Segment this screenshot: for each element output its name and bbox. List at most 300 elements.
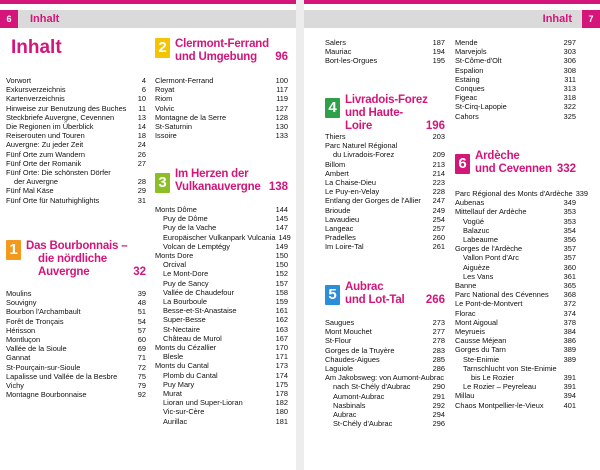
toc-entry-title: Vichy — [6, 381, 24, 391]
toc-entry — [455, 93, 576, 102]
toc-entry-page: 18 — [137, 131, 146, 141]
toc-entry — [455, 355, 576, 364]
chapter-5-title-line2: und Lot-Tal — [345, 294, 405, 306]
right-page-number: 7 — [582, 10, 600, 28]
toc-entry-page: 357 — [563, 244, 576, 254]
toc-entry — [155, 104, 288, 113]
toc-entry — [455, 345, 576, 354]
toc-entry — [455, 198, 576, 207]
toc-entry-title: Chaos Montpellier-le-Vieux — [455, 400, 544, 410]
toc-entry-page: 92 — [137, 390, 146, 400]
toc-entry-title: Issoire — [155, 131, 177, 141]
toc-entry-page: 11 — [138, 103, 146, 113]
toc-entry-page: 378 — [563, 317, 576, 327]
toc-entry-title: Parc National des Cévennes — [455, 290, 549, 300]
toc-entry-page: 356 — [563, 235, 576, 245]
toc-entry — [455, 102, 576, 111]
chapter-4-title-line1: Livradois-Forez — [345, 94, 428, 106]
toc-entry-page: 13 — [137, 112, 146, 122]
toc-entry-page: 100 — [275, 76, 288, 85]
toc-entry — [325, 336, 445, 345]
toc-entry-title: Le Puy-en-Velay — [325, 187, 380, 197]
toc-entry — [325, 419, 445, 428]
toc-entry-title: Tarnschlucht von Ste-Enimie — [463, 363, 557, 373]
left-page-number: 6 — [0, 10, 18, 28]
toc-entry-title: Gorges de la Truyère — [325, 345, 395, 355]
toc-entry-title: St-Pourçain-sur-Sioule — [6, 362, 81, 372]
toc-entry — [455, 382, 576, 391]
toc-entry-page: 257 — [432, 224, 445, 234]
toc-entry-page: 75 — [137, 371, 146, 381]
toc-entry — [155, 306, 288, 315]
chapter-2-entries — [155, 76, 288, 140]
toc-entry-page: 6 — [141, 85, 146, 95]
toc-entry-title: du Livradois-Forez — [333, 150, 395, 160]
toc-entry — [325, 56, 445, 65]
toc-entry — [6, 317, 146, 326]
toc-entry — [325, 150, 445, 159]
toc-entry-page: 71 — [137, 353, 146, 363]
toc-entry-title: Vallée de la Sioule — [6, 344, 67, 354]
toc-entry — [6, 159, 146, 168]
toc-entry-page: 130 — [275, 122, 288, 132]
toc-entry — [455, 47, 576, 56]
toc-entry — [455, 318, 576, 327]
toc-entry-title: Conques — [455, 84, 485, 94]
toc-entry-title: Aubrac — [333, 410, 357, 420]
toc-entry-title: Vic-sur-Cère — [163, 407, 205, 417]
toc-entry-title: Blesle — [163, 352, 184, 362]
toc-entry-title: Kartenverzeichnis — [6, 94, 65, 104]
toc-entry-page: 10 — [137, 94, 146, 104]
toc-entry-page: 361 — [563, 271, 576, 281]
toc-entry-page: 173 — [275, 361, 288, 371]
toc-entry — [325, 187, 445, 196]
toc-entry — [325, 364, 445, 373]
toc-entry-page: 14 — [137, 122, 146, 132]
toc-entry — [6, 307, 146, 316]
toc-entry — [6, 122, 146, 131]
toc-entry-title: Clermont-Ferrand — [155, 76, 214, 85]
toc-entry-title: Aubenas — [455, 198, 485, 208]
toc-entry-page: 273 — [432, 318, 445, 327]
chapter-6-title-line2: und Cevennen — [475, 163, 552, 175]
toc-entry-page: 291 — [432, 391, 445, 401]
toc-entry-page: 144 — [275, 205, 288, 214]
chapter-2-heading — [155, 38, 288, 64]
toc-entry-title: Aiguèze — [463, 262, 490, 272]
toc-entry-title: Gorges du Tarn — [455, 345, 506, 355]
toc-entry — [325, 178, 445, 187]
toc-entry-page: 24 — [137, 140, 146, 150]
toc-entry-title: Ste-Enimie — [463, 354, 500, 364]
toc-entry-title: Les Vans — [463, 271, 494, 281]
chapter-2-badge: 2 — [155, 38, 170, 58]
toc-entry-title: Montagne Bourbonnaise — [6, 390, 87, 400]
toc-entry-title: Mittellauf der Ardèche — [455, 207, 527, 217]
toc-entry-title: Mont Mouchet — [325, 327, 372, 337]
toc-entry-title: Fünf Orte für Naturhighlights — [6, 195, 100, 205]
toc-entry — [155, 343, 288, 352]
toc-entry-page: 159 — [275, 297, 288, 307]
toc-entry-title: Mauriac — [325, 47, 352, 57]
toc-entry — [6, 381, 146, 390]
toc-entry-title: Fünf Mal Käse — [6, 186, 54, 196]
toc-entry — [155, 269, 288, 278]
toc-entry-title: Montluçon — [6, 335, 41, 345]
toc-entry-title: Meyrueis — [455, 327, 485, 337]
toc-entry-page: 31 — [137, 195, 146, 205]
toc-entry-page: 372 — [563, 299, 576, 309]
toc-entry — [6, 335, 146, 344]
toc-entry-title: Parc Régional des Monts d'Ardèche — [455, 189, 573, 198]
toc-entry-page: 152 — [275, 269, 288, 279]
chapter-1-title-line1: Das Bourbonnais – — [26, 240, 128, 252]
toc-entry — [325, 318, 445, 327]
toc-entry-title: Auvergne: Zu jeder Zeit — [6, 140, 84, 150]
toc-entry-page: 170 — [275, 343, 288, 353]
toc-entry-title: Lapalisse und Vallée de la Besbre — [6, 371, 118, 381]
toc-entry-title: Fünf Orte zum Wandern — [6, 149, 85, 159]
toc-entry — [455, 263, 576, 272]
toc-entry-title: Gorges de l'Ardèche — [455, 244, 523, 254]
toc-entry-page: 365 — [563, 281, 576, 291]
toc-entry-title: St-Chély d'Aubrac — [333, 419, 393, 429]
chapter-4-heading — [325, 94, 445, 133]
toc-entry — [455, 84, 576, 93]
toc-entry-title: Billom — [325, 159, 346, 169]
toc-entry — [6, 298, 146, 307]
toc-entry-title: Entlang der Gorges de l'Allier — [325, 196, 421, 206]
toc-entry-page: 4 — [141, 76, 146, 85]
toc-entry-title: St-Nectaire — [163, 324, 200, 334]
toc-entry-page: 391 — [563, 373, 576, 383]
toc-entry-page: 150 — [275, 251, 288, 261]
toc-entry — [325, 206, 445, 215]
toc-entry-page: 51 — [137, 307, 146, 317]
toc-entry — [6, 363, 146, 372]
toc-entry — [325, 169, 445, 178]
toc-entry — [455, 235, 576, 244]
toc-entry-page: 303 — [563, 47, 576, 57]
toc-entry — [325, 346, 445, 355]
toc-entry-page: 214 — [432, 168, 445, 178]
toc-entry-page: 391 — [563, 382, 576, 392]
toc-entry-title: Salers — [325, 38, 346, 47]
toc-entry — [155, 371, 288, 380]
toc-entry — [6, 150, 146, 159]
toc-entry-title: Exkursverzeichnis — [6, 85, 66, 95]
toc-entry-title: Super-Besse — [163, 315, 206, 325]
chapter-6-badge: 6 — [455, 154, 470, 174]
toc-entry-title: Puy de Sancy — [163, 278, 209, 288]
toc-entry-title: Estaing — [455, 74, 480, 84]
toc-entry — [455, 309, 576, 318]
toc-entry-title: Hinweise zur Benutzung des Buches — [6, 103, 127, 113]
toc-entry-title: Le Rozier – Peyreleau — [463, 382, 537, 392]
toc-entry-page: 353 — [563, 207, 576, 217]
toc-entry-page: 308 — [563, 65, 576, 75]
toc-entry-title: Vallée de Chaudefour — [163, 287, 234, 297]
toc-entry-title: Gannat — [6, 353, 31, 363]
toc-entry-page: 360 — [563, 262, 576, 272]
toc-entry-page: 175 — [275, 379, 288, 389]
toc-entry-title: Mende — [455, 38, 478, 47]
toc-entry-title: Volvic — [155, 103, 175, 113]
toc-entry — [325, 242, 445, 251]
toc-entry-page: 283 — [432, 345, 445, 355]
toc-entry — [155, 242, 288, 251]
chapter-1-heading — [6, 240, 146, 279]
toc-entry-page: 57 — [137, 325, 146, 335]
chapter-2-title-line2: und Umgebung — [175, 51, 257, 63]
toc-entry — [155, 214, 288, 223]
toc-entry-page: 394 — [563, 391, 576, 401]
toc-entry — [455, 281, 576, 290]
chapter-5-entries-continued — [455, 38, 576, 121]
toc-entry-title: Europäischer Vulkanpark Vulcania — [163, 232, 276, 242]
toc-entry — [155, 232, 291, 242]
chapter-5-page: 266 — [425, 294, 445, 306]
toc-entry-title: Balazuc — [463, 225, 490, 235]
toc-entry-page: 127 — [275, 103, 288, 113]
chapter-3-title-line1: Im Herzen der — [175, 168, 249, 180]
toc-entry-title: Labeaume — [463, 235, 498, 245]
chapter-1-title-line3: Auvergne — [38, 266, 90, 278]
toc-entry-title: Saugues — [325, 318, 355, 327]
toc-entry-title: Royat — [155, 85, 175, 95]
toc-entry-page: 171 — [275, 352, 288, 362]
toc-entry — [155, 297, 288, 306]
toc-entry-title: der Auvergne — [14, 177, 58, 187]
toc-entry-title: Lioran und Super-Lioran — [163, 398, 243, 408]
toc-entry-title: Am Jakobsweg: von Aumont-Aubrac — [325, 373, 445, 383]
toc-entry — [455, 401, 576, 410]
toc-entry-page: 389 — [563, 345, 576, 355]
toc-entry-title: Lavaudieu — [325, 214, 360, 224]
toc-entry — [455, 38, 576, 47]
toc-entry — [155, 288, 288, 297]
toc-entry-title: Mont Aigoual — [455, 317, 498, 327]
toc-entry-title: Forêt de Tronçais — [6, 316, 64, 326]
toc-entry-page: 213 — [432, 159, 445, 169]
toc-entry — [6, 113, 146, 122]
toc-entry-title: Murat — [163, 389, 182, 399]
book-spine — [296, 0, 304, 470]
toc-entry-page: 60 — [137, 335, 146, 345]
chapter-3-entries — [155, 205, 291, 426]
toc-entry-page: 313 — [563, 84, 576, 94]
toc-entry-title: Puy Mary — [163, 379, 195, 389]
toc-entry — [155, 94, 288, 103]
chapter-4-page: 196 — [425, 120, 445, 132]
toc-entry — [325, 224, 445, 233]
toc-entry-page: 72 — [137, 362, 146, 372]
toc-entry — [155, 260, 288, 269]
toc-entry — [155, 113, 288, 122]
chapter-3-badge: 3 — [155, 173, 170, 193]
toc-entry-page: 28 — [137, 177, 146, 187]
chapter-6-entries — [455, 189, 589, 410]
toc-entry-page: 79 — [137, 381, 146, 391]
toc-entry — [6, 390, 146, 399]
toc-entry-page: 174 — [275, 370, 288, 380]
toc-entry-page: 54 — [137, 316, 146, 326]
toc-entry-title: La Bourboule — [163, 297, 207, 307]
toc-entry-page: 180 — [275, 407, 288, 417]
toc-entry-page: 354 — [563, 225, 576, 235]
toc-entry — [6, 177, 146, 186]
toc-entry-title: Le Mont-Dore — [163, 269, 209, 279]
toc-entry-title: Steckbriefe Auvergne, Cevennen — [6, 112, 115, 122]
toc-entry — [325, 410, 445, 419]
toc-entry — [455, 364, 576, 373]
toc-entry — [155, 223, 288, 232]
toc-entry — [325, 132, 445, 141]
toc-entry-page: 119 — [276, 94, 288, 104]
toc-entry — [455, 217, 576, 226]
toc-entry — [325, 160, 445, 169]
toc-entry — [455, 75, 576, 84]
toc-entry-title: Besse-et-St-Anastaise — [163, 306, 237, 316]
chapter-3-heading — [155, 168, 288, 194]
chapter-5-badge: 5 — [325, 285, 340, 305]
toc-entry-page: 228 — [432, 187, 445, 197]
toc-entry — [325, 233, 445, 242]
left-header-title: Inhalt — [30, 13, 60, 25]
toc-entry-page: 209 — [432, 150, 445, 160]
chapter-6-title-line1: Ardèche — [475, 150, 520, 162]
toc-entry — [6, 104, 146, 113]
toc-entry-page: 386 — [563, 336, 576, 346]
toc-entry-title: Bort-les-Orgues — [325, 56, 378, 66]
toc-entry-page: 318 — [563, 93, 576, 103]
toc-entry — [6, 326, 146, 335]
toc-entry — [155, 352, 288, 361]
toc-entry-title: Vogüé — [463, 216, 484, 226]
toc-entry-title: La Chaise-Dieu — [325, 178, 376, 188]
toc-entry-page: 223 — [432, 178, 445, 188]
toc-entry-title: Monts du Cantal — [155, 361, 209, 371]
toc-entry-title: Vorwort — [6, 76, 32, 85]
toc-entry — [455, 299, 576, 308]
toc-entry-page: 27 — [137, 158, 146, 168]
toc-entry-title: Hérisson — [6, 325, 36, 335]
toc-entry — [325, 392, 445, 401]
toc-entry-page: 322 — [563, 102, 576, 112]
toc-entry-title: Banne — [455, 281, 477, 291]
chapter-3-page: 138 — [268, 181, 288, 193]
toc-entry — [455, 56, 576, 65]
toc-entry — [455, 373, 576, 382]
toc-entry — [155, 85, 288, 94]
toc-entry-page: 163 — [275, 324, 288, 334]
chapter-1-badge: 1 — [6, 240, 21, 260]
toc-entry-title: Puy de Dôme — [163, 214, 208, 224]
toc-entry-title: Ambert — [325, 168, 349, 178]
toc-entry-title: Im Loire-Tal — [325, 242, 364, 252]
toc-entry-page: 286 — [432, 364, 445, 374]
toc-entry-title: Riom — [155, 94, 173, 104]
toc-entry-title: Aumont-Aubrac — [333, 391, 385, 401]
toc-entry-title: Chaudes-Aigues — [325, 354, 380, 364]
toc-entry-page: 161 — [275, 306, 288, 316]
toc-entry — [325, 355, 445, 364]
toc-entry — [455, 66, 576, 75]
toc-entry — [6, 353, 146, 362]
toc-entry-title: Causse Méjean — [455, 336, 507, 346]
toc-entry-page: 384 — [563, 327, 576, 337]
toc-entry-page: 203 — [432, 132, 445, 141]
toc-entry-page: 285 — [432, 354, 445, 364]
toc-entry-page: 325 — [563, 111, 576, 121]
toc-entry-title: Fünf Orte der Romanik — [6, 158, 82, 168]
toc-entry — [6, 140, 146, 149]
toc-entry-page: 149 — [275, 241, 288, 251]
toc-entry — [155, 131, 288, 140]
toc-entry — [155, 315, 288, 324]
toc-entry-page: 182 — [275, 398, 288, 408]
toc-entry-page: 339 — [575, 189, 589, 198]
chapter-3-entries-continued — [325, 38, 445, 66]
toc-entry — [455, 290, 576, 299]
toc-entry-page: 195 — [432, 56, 445, 66]
toc-entry-page: 29 — [137, 186, 146, 196]
toc-entry — [6, 344, 146, 353]
toc-entry — [155, 380, 288, 389]
toc-entry-page: 178 — [275, 389, 288, 399]
toc-entry — [155, 122, 288, 131]
toc-entry-page: 247 — [432, 196, 445, 206]
toc-entry — [455, 244, 576, 253]
toc-entry-title: Marvejols — [455, 47, 487, 57]
toc-entry — [325, 47, 445, 56]
toc-entry-page: 39 — [137, 289, 146, 298]
toc-entry — [455, 207, 576, 216]
toc-entry-page: 133 — [275, 131, 288, 141]
toc-entry-page: 296 — [432, 419, 445, 429]
toc-entry — [6, 186, 146, 195]
toc-entry-page: 187 — [432, 38, 445, 47]
toc-entry — [155, 205, 288, 214]
toc-entry — [6, 85, 146, 94]
toc-entry-page: 311 — [564, 74, 576, 84]
toc-entry-title: Langeac — [325, 224, 354, 234]
chapter-1-page: 32 — [133, 266, 146, 278]
toc-entry — [325, 196, 445, 205]
toc-entry-page: 26 — [137, 149, 146, 159]
toc-entry — [325, 382, 445, 391]
toc-entry-page: 260 — [432, 233, 445, 243]
toc-entry-page: 181 — [275, 416, 288, 426]
toc-entry-title: St-Flour — [325, 336, 352, 346]
toc-entry-title: Laguiole — [325, 364, 353, 374]
toc-entry-title: Puy de la Vache — [163, 223, 217, 233]
toc-entry — [6, 372, 146, 381]
toc-entry-page: 277 — [432, 327, 445, 337]
toc-entry-page: 149 — [278, 232, 291, 242]
toc-entry-page: 150 — [275, 260, 288, 270]
toc-entry-page: 278 — [432, 336, 445, 346]
toc-entry-page: 292 — [432, 400, 445, 410]
toc-entry — [455, 253, 576, 262]
toc-entry — [455, 226, 576, 235]
toc-entry-page: 261 — [432, 242, 445, 252]
toc-entry-title: Château de Murol — [163, 333, 222, 343]
toc-entry — [155, 361, 288, 370]
toc-entry — [155, 251, 288, 260]
toc-entry — [455, 272, 576, 281]
